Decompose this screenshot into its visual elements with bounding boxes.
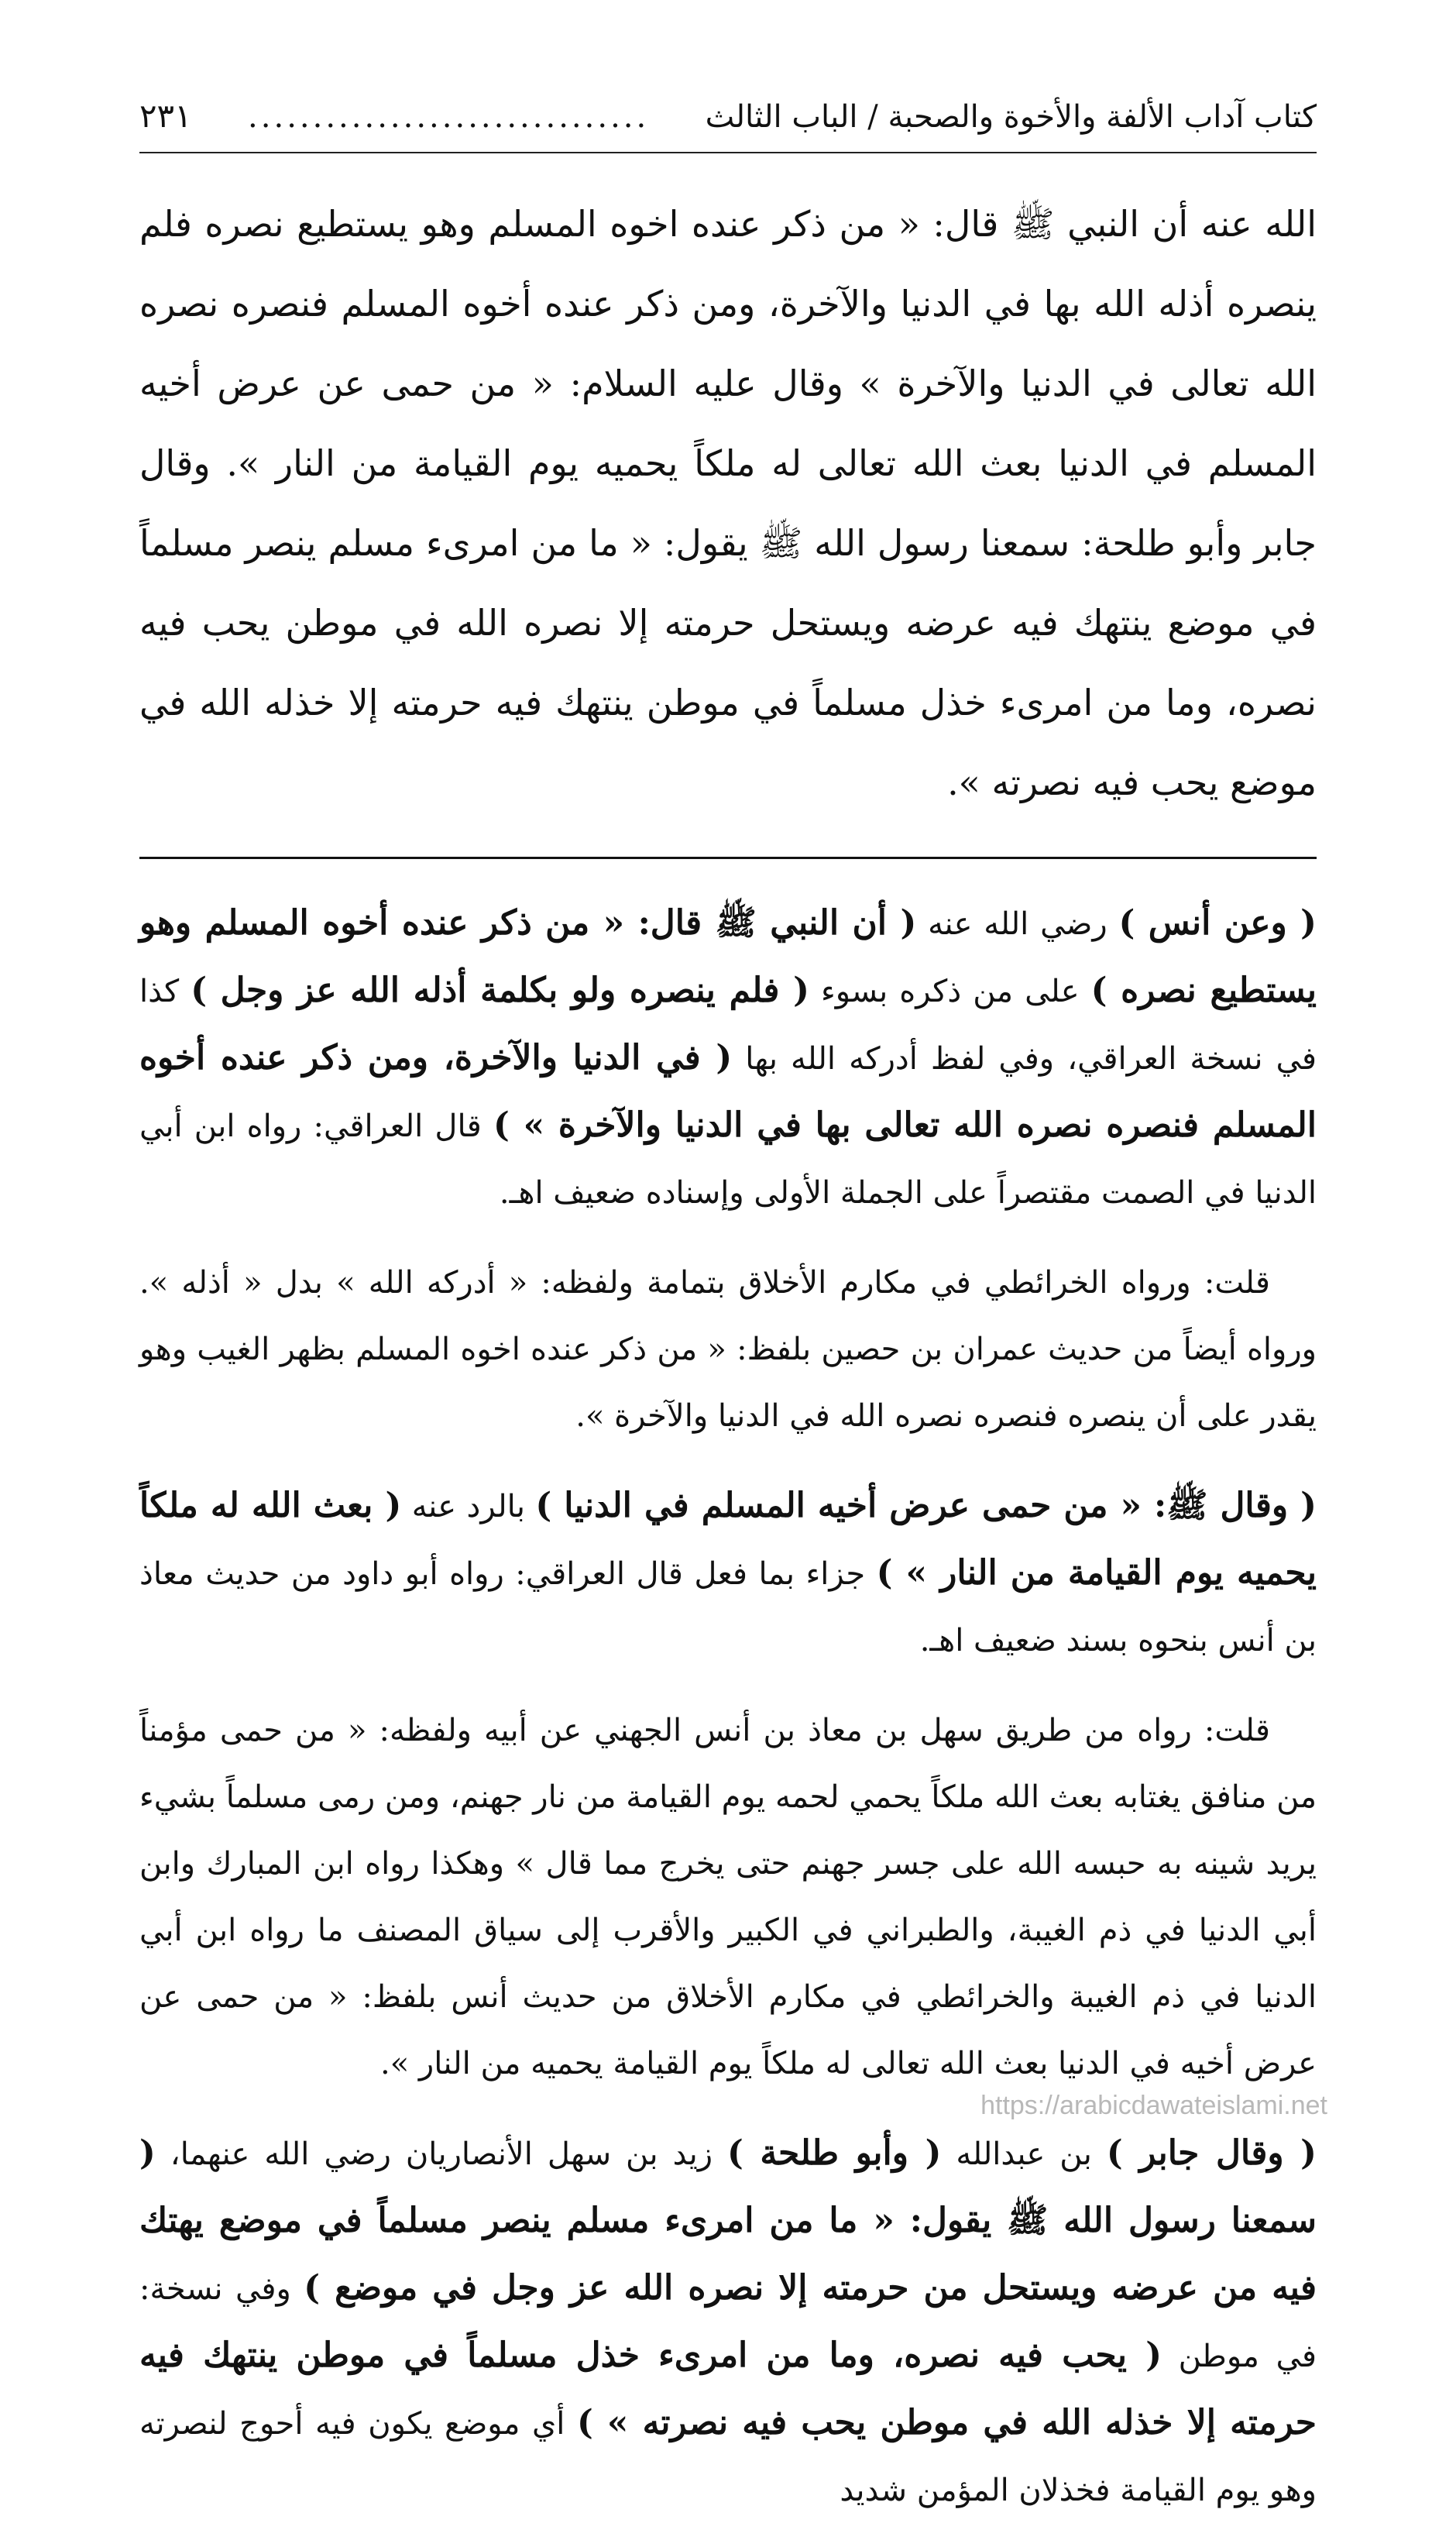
quoted-text: ( بعث الله له ملكاً يحميه يوم القيامة من النار » )	[139, 1486, 1317, 1593]
commentary-text: رضي الله عنه	[916, 906, 1119, 942]
commentary-text: وفي نسخة: في موطن	[139, 2271, 1317, 2374]
commentary-paragraph-2: قلت: ورواه الخرائطي في مكارم الأخلاق بتمامة ولفظه: « أدركه الله » بدل « أذله ». ورواه أيضاً من حديث عمران بن حصين بلفظ: « من ذكر عنده اخوه المسلم بظهر الغيب وهو يقدر على أن ينصره فنصره نصره الله في الدنيا والآخرة ».	[139, 1265, 1317, 1434]
page-number: ٢٣١	[139, 97, 192, 135]
commentary-text: بن عبدالله	[941, 2136, 1107, 2172]
commentary	[139, 890, 1317, 2524]
quoted-text: ( في الدنيا والآخرة، ومن ذكر عنده أخوه المسلم فنصره نصره الله تعالى بها في الدنيا والآخرة » )	[139, 1038, 1317, 1145]
commentary-paragraph-4: قلت: رواه من طريق سهل بن معاذ بن أنس الجهني عن أبيه ولفظه: « من حمى مؤمناً من منافق يغتابه بعث الله ملكاً يحمي لحمه يوم القيامة من نار جهنم، ومن رمى مسلماً بشيء يريد شينه به حبسه الله على جسر جهنم حتى يخرج مما قال » وهكذا رواه ابن المبارك وابن أبي الدنيا في ذم الغيبة، والطبراني في الكبير والأقرب إلى سياق المصنف ما رواه ابن أبي الدنيا في ذم الغيبة والخرائطي في مكارم الأخلاق من حديث أنس بلفظ: « من حمى عن عرض أخيه في الدنيا بعث الله تعالى له ملكاً يوم القيامة يحميه من النار ».	[139, 1713, 1317, 2081]
chapter-title: كتاب آداب الألفة والأخوة والصحبة / الباب الثالث	[705, 99, 1317, 135]
watermark-url: https://arabicdawateislami.net	[980, 2091, 1327, 2120]
running-header	[139, 93, 1317, 153]
commentary-text: جزاء بما فعل قال العراقي: رواه أبو داود من حديث معاذ بن أنس بنحوه بسند ضعيف اهـ.	[139, 1556, 1317, 1658]
commentary-text: قال العراقي: رواه ابن أبي الدنيا في الصمت مقتصراً على الجملة الأولى وإسناده ضعيف اهـ.	[139, 1109, 1317, 1211]
quoted-text: ( وقال جابر )	[1106, 2133, 1317, 2173]
quoted-text: ( أن النبي ﷺ قال: « من ذكر عنده أخوه المسلم وهو يستطيع نصره )	[139, 903, 1317, 1010]
commentary-paragraph-3	[139, 1473, 1317, 1674]
quoted-text: ( وقال ﷺ: « من حمى عرض أخيه المسلم في الدنيا )	[535, 1486, 1317, 1525]
leader-dots: ...............................	[248, 99, 650, 135]
commentary-text: أي موضع يكون فيه أحوج لنصرته وهو يوم القيامة فخذلان المؤمن شديد	[139, 2406, 1317, 2508]
quoted-text: ( وأبو طلحة )	[727, 2133, 942, 2173]
commentary-text: زيد بن سهل الأنصاريان رضي الله عنهما،	[155, 2136, 728, 2172]
commentary-text: بالرد عنه	[401, 1489, 536, 1524]
commentary-paragraph-5	[139, 2120, 1317, 2524]
quoted-text: ( وعن أنس )	[1118, 903, 1317, 943]
commentary-text: كذا في نسخة العراقي، وفي لفظ أدركه الله بها	[139, 974, 1317, 1077]
commentary-paragraph-1	[139, 890, 1317, 1226]
main-text: الله عنه أن النبي ﷺ قال: « من ذكر عنده اخوه المسلم وهو يستطيع نصره فلم ينصره أذله الله بها في الدنيا والآخرة، ومن ذكر عنده أخوه المسلم فنصره نصره الله تعالى في الدنيا والآخرة » وقال عليه السلام: « من حمى عن عرض أخيه المسلم في الدنيا بعث الله تعالى له ملكاً يحميه يوم القيامة من النار ». وقال جابر وأبو طلحة: سمعنا رسول الله ﷺ يقول: « ما من امرىء مسلم ينصر مسلماً في موضع ينتهك فيه عرضه ويستحل حرمته إلا نصره الله في موطن يحب فيه نصره، وما من امرىء خذل مسلماً في موطن ينتهك فيه حرمته إلا خذله الله في موضع يحب فيه نصرته ».	[139, 203, 1317, 803]
book-page	[139, 93, 1317, 2547]
commentary-text: على من ذكره بسوء	[809, 974, 1091, 1009]
quoted-text: ( سمعنا رسول الله ﷺ يقول: « ما من امرىء مسلم ينصر مسلماً في موضع يهتك فيه من عرضه ويستحل من حرمته إلا نصره الله عز وجل في موضع )	[139, 2133, 1317, 2308]
quoted-text: ( فلم ينصره ولو بكلمة أذله الله عز وجل )	[191, 971, 809, 1010]
footnote-separator	[139, 857, 1317, 859]
quoted-text: ( يحب فيه نصره، وما من امرىء خذل مسلماً في موطن ينتهك فيه حرمته إلا خذله الله في موطن يحب فيه نصرته » )	[139, 2336, 1317, 2442]
